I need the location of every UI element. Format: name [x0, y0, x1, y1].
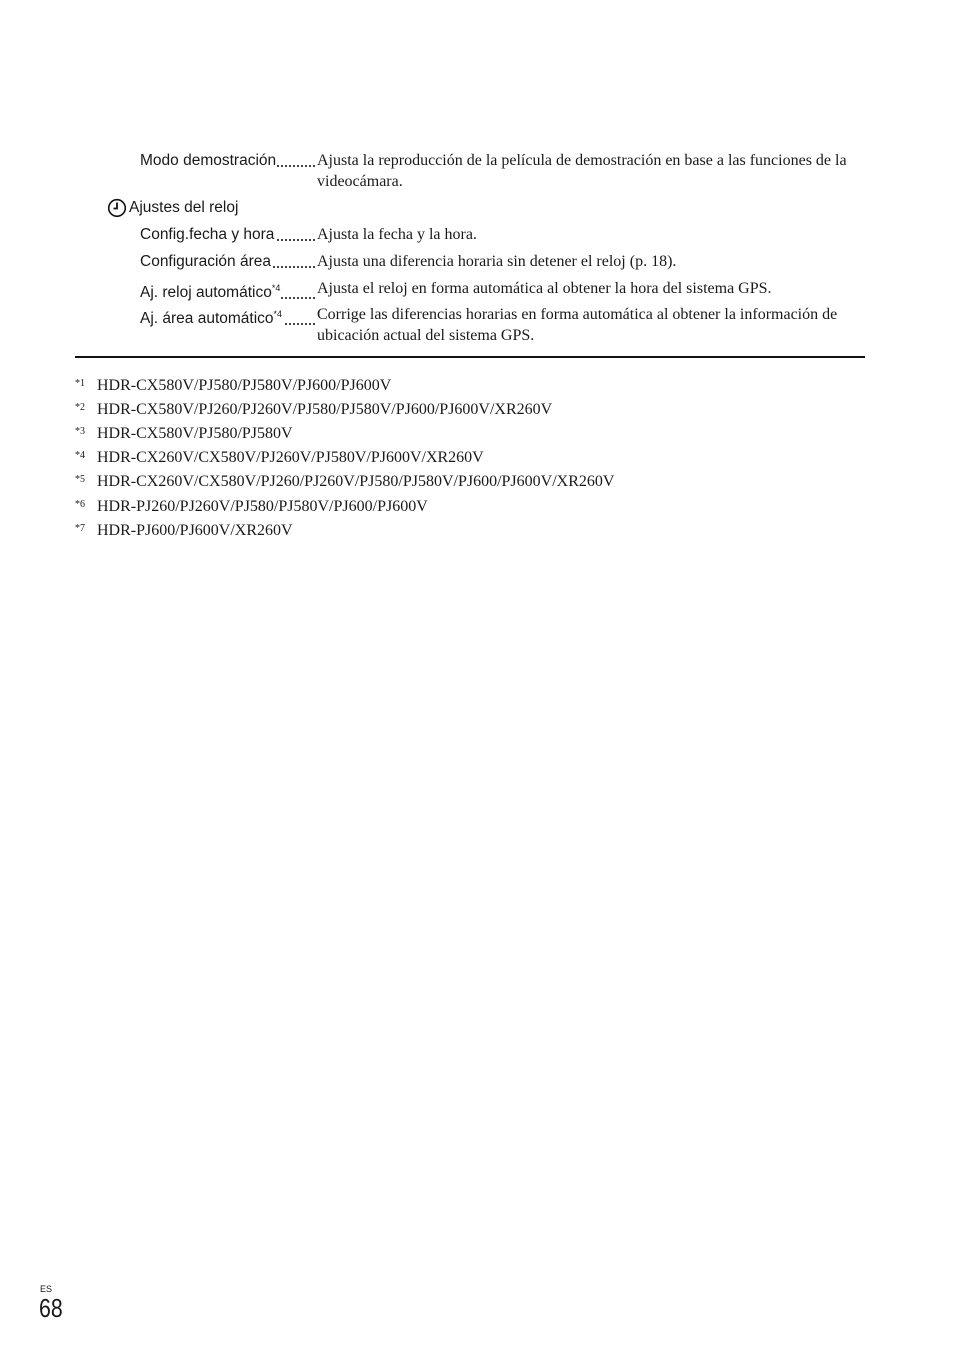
menu-label	[140, 304, 317, 329]
page-language: ES	[40, 1284, 53, 1294]
menu-label	[140, 150, 317, 171]
menu-label-wrap	[140, 310, 283, 327]
footnote-text: HDR-CX260V/CX580V/PJ260/PJ260V/PJ580/PJ580V/PJ600/PJ600V/XR260V	[97, 473, 615, 490]
section-divider	[75, 356, 865, 358]
footnote-7	[75, 520, 293, 544]
footnote-text: HDR-CX580V/PJ580/PJ580V	[97, 425, 293, 442]
menu-row-configuracion-area	[140, 251, 860, 272]
footnote-2	[75, 399, 552, 423]
menu-label	[140, 224, 317, 245]
footnote-5	[75, 471, 614, 495]
footnote-mark: *7	[75, 523, 85, 534]
footnote-text: HDR-CX580V/PJ260/PJ260V/PJ580/PJ580V/PJ600/PJ600V/XR260V	[97, 401, 553, 418]
section-title: Ajustes del reloj	[129, 199, 239, 216]
menu-description: Ajusta una diferencia horaria sin detener el reloj (p. 18).	[317, 253, 677, 270]
menu-label-text: Config.fecha y hora	[140, 226, 275, 243]
menu-description: Corrige las diferencias horarias en forma automática al obtener la información de ubicación actual del sistema GPS.	[317, 306, 838, 344]
footnote-ref: *4	[271, 283, 281, 293]
footnote-mark: *4	[75, 450, 85, 461]
footnote-3	[75, 423, 293, 447]
menu-row-modo-demostracion	[140, 150, 860, 192]
menu-label-text: Aj. reloj automático	[140, 284, 272, 302]
menu-description: Ajusta la reproducción de la película de demostración en base a las funciones de la videocámara.	[317, 152, 847, 190]
section-heading	[107, 197, 238, 218]
clock-icon	[107, 198, 127, 218]
footnote-text: HDR-CX260V/CX580V/PJ260V/PJ580V/PJ600V/XR260V	[97, 449, 484, 466]
menu-description: Ajusta la fecha y la hora.	[317, 226, 477, 243]
menu-row-aj-reloj-automatico	[140, 278, 860, 303]
footnote-mark: *5	[75, 474, 85, 485]
menu-row-aj-area-automatico	[140, 304, 860, 346]
menu-label	[140, 251, 317, 272]
menu-label-text: Configuración área	[140, 253, 271, 270]
footnote-1	[75, 375, 391, 399]
menu-label-text: Aj. área automático	[140, 310, 274, 328]
footnote-mark: *3	[75, 426, 85, 437]
menu-description: Ajusta el reloj en forma automática al obtener la hora del sistema GPS.	[317, 280, 772, 297]
footnote-text: HDR-CX580V/PJ580/PJ580V/PJ600/PJ600V	[97, 377, 392, 394]
footnote-6	[75, 496, 428, 520]
menu-label-text: Modo demostración	[140, 152, 277, 169]
footnote-mark: *6	[75, 499, 85, 510]
footnote-text: HDR-PJ600/PJ600V/XR260V	[97, 522, 293, 539]
menu-label-wrap	[140, 284, 281, 301]
page-number: 68	[39, 1293, 63, 1323]
footnote-mark: *2	[75, 402, 85, 413]
footnote-mark: *1	[75, 378, 85, 389]
menu-row-config-fecha-hora	[140, 224, 860, 245]
footnote-text: HDR-PJ260/PJ260V/PJ580/PJ580V/PJ600/PJ600V	[97, 498, 428, 515]
footnote-4	[75, 447, 484, 471]
menu-label	[140, 278, 317, 303]
footnote-ref: *4	[273, 309, 283, 319]
